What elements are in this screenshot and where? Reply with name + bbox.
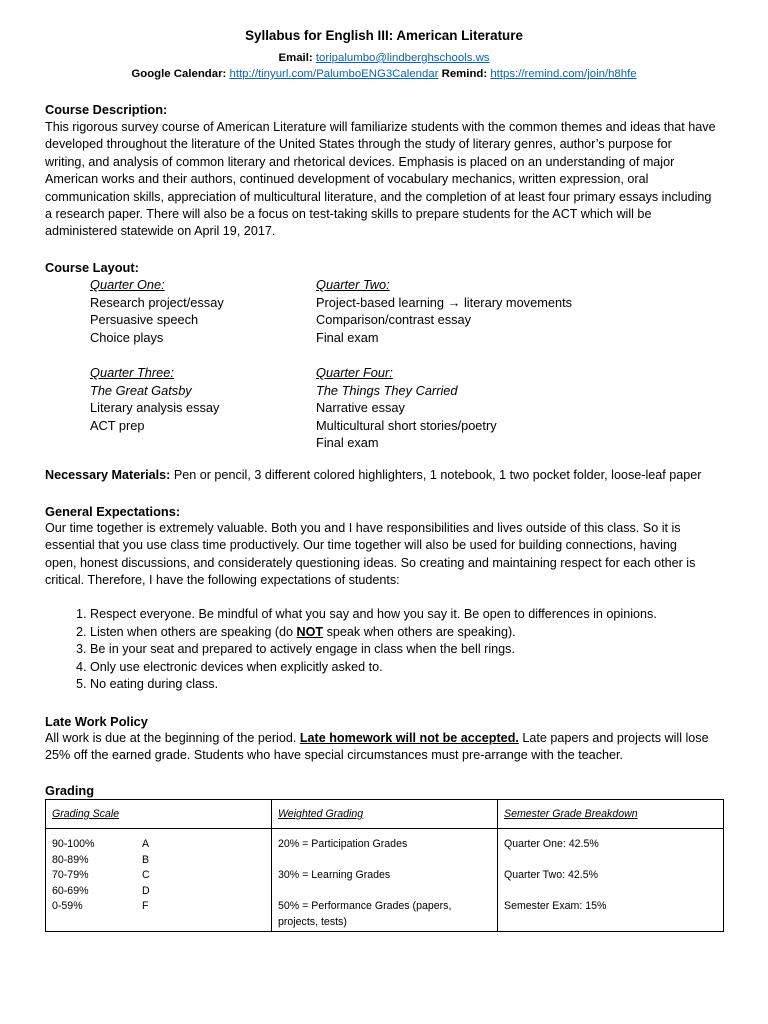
semester-item: Semester Exam: 15% [504, 900, 607, 913]
quarter-three [90, 364, 219, 434]
weighted-item: 50% = Performance Grades (papers, [278, 900, 452, 913]
course-description-line: writing, and analysis of common literary and rhetorical devices. Emphasis is placed on an understanding of major [45, 154, 675, 169]
expectations-line: Our time together is extremely valuable. Both you and I have responsibilities and lives outside of this class. So it is [45, 521, 681, 535]
expectations-list [45, 606, 657, 694]
calendar-label: Google Calendar: [131, 68, 227, 80]
scale-range: 60-69% [52, 884, 89, 897]
expectations-line: critical. Therefore, I have the following expectations of students: [45, 573, 400, 588]
table-header-row [46, 800, 724, 829]
scale-range: 0-59% [52, 900, 83, 913]
list-item: 1. Respect everyone. Be mindful of what you say and how you say it. Be open to differences in opinions. [90, 606, 657, 624]
email-label: Email: [278, 52, 313, 64]
quarter-item: Comparison/contrast essay [316, 312, 472, 328]
grading-table [45, 799, 724, 932]
materials-line [45, 467, 701, 485]
scale-row [52, 853, 265, 869]
email-link[interactable]: toripalumbo@lindberghschools.ws [315, 52, 490, 64]
late-work-text-part: All work is due at the beginning of the period. [45, 731, 300, 745]
quarter-one-title: Quarter One: [90, 277, 165, 292]
weighted-grading-header: Weighted Grading [272, 800, 498, 829]
list-item: 5. No eating during class. [90, 676, 657, 694]
course-layout-heading: Course Layout: [45, 260, 139, 275]
scale-grade: B [142, 853, 150, 866]
emphasis-not: NOT [296, 624, 324, 639]
scale-grade: A [142, 838, 150, 850]
quarter-item: Persuasive speech [90, 312, 199, 328]
quarter-item: The Things They Carried [316, 382, 458, 398]
list-item [90, 624, 657, 642]
scale-range: 90-100% [52, 838, 95, 850]
weighted-item: 30% = Learning Grades [278, 869, 391, 882]
scale-row [52, 884, 265, 900]
course-description-line: American works and their authors, continued development of vocabulary mechanics, written expression, oral [45, 172, 649, 187]
semester-item: Quarter Two: 42.5% [504, 869, 599, 882]
materials-label: Necessary Materials: [45, 468, 171, 482]
course-description-line: a research paper. There will also be a focus on test-taking skills to prepare students for the ACT which will be [45, 207, 652, 222]
calendar-link[interactable]: http://tinyurl.com/PalumboENG3Calendar [229, 68, 439, 80]
quarter-two [316, 276, 572, 346]
scale-grade: F [142, 900, 149, 913]
late-work-text [45, 730, 745, 765]
semester-item: Quarter One: 42.5% [504, 838, 599, 850]
grading-scale-header: Grading Scale [46, 800, 272, 829]
course-description-line: administered statewide on April 19, 2017. [45, 224, 276, 239]
scale-row [52, 899, 265, 915]
weighted-item: 20% = Participation Grades [278, 838, 408, 850]
late-work-heading: Late Work Policy [45, 714, 148, 729]
quarter-four-title: Quarter Four: [316, 365, 393, 380]
quarter-item: Narrative essay [316, 400, 405, 416]
scale-row [52, 837, 265, 853]
list-item: 3. Be in your seat and prepared to actively engage in class when the bell rings. [90, 641, 657, 659]
scale-row [52, 868, 265, 884]
list-item-text: Listen when others are speaking (do [90, 624, 297, 639]
course-description-line: communication skills, appreciation of multicultural literature, and the completion of at least four primary essays including [45, 189, 712, 204]
materials-text: Pen or pencil, 3 different colored highlighters, 1 notebook, 1 two pocket folder, loose-leaf paper [170, 468, 702, 482]
scale-grade: C [142, 869, 150, 882]
quarter-two-title: Quarter Two: [316, 277, 390, 292]
grading-scale-cell [46, 829, 272, 932]
expectations-text [45, 520, 745, 590]
quarter-item: Research project/essay [90, 294, 224, 310]
quarter-item: The Great Gatsby [90, 382, 192, 398]
remind-label: Remind: [441, 68, 488, 80]
course-description-line: This rigorous survey course of American Literature will familiarize students with the common themes and ideas that have [45, 120, 716, 134]
grading-heading: Grading [45, 783, 95, 798]
list-item-text: speak when others are speaking). [323, 624, 516, 639]
quarter-item: Literary analysis essay [90, 400, 220, 416]
semester-breakdown-header: Semester Grade Breakdown [498, 800, 724, 829]
quarter-item: Final exam [316, 435, 379, 451]
scale-range: 70-79% [52, 869, 89, 882]
quarter-item: Choice plays [90, 329, 164, 345]
quarter-three-title: Quarter Three: [90, 365, 174, 380]
semester-breakdown-cell [498, 829, 724, 932]
calendar-line [0, 68, 768, 80]
remind-link[interactable]: https://remind.com/join/h8hfe [490, 68, 637, 80]
weighted-grading-cell [272, 829, 498, 932]
scale-grade: D [142, 884, 150, 897]
course-description-heading: Course Description: [45, 102, 168, 117]
course-description-text [45, 119, 745, 241]
quarter-item: Multicultural short stories/poetry [316, 417, 497, 433]
page-title: Syllabus for English III: American Literature [245, 28, 523, 43]
quarter-one [90, 276, 224, 346]
quarter-item: Project-based learning → literary movements [316, 294, 573, 310]
quarter-four [316, 364, 497, 452]
expectations-heading: General Expectations: [45, 504, 181, 519]
list-item: 4. Only use electronic devices when explicitly asked to. [90, 659, 657, 677]
late-homework-emphasis: Late homework will not be accepted. [299, 731, 519, 745]
expectations-line: open, honest discussions, and considerately questioning ideas. So creating and maintaining respect for each other is [45, 555, 696, 570]
course-description-line: developed throughout the literature of the United States through the study of literary genres, author’s purpose for [45, 137, 672, 152]
quarter-item: Final exam [316, 329, 379, 345]
late-work-line [45, 730, 745, 747]
late-work-text-part: Late papers and projects will lose [518, 731, 709, 745]
weighted-item: projects, tests) [278, 915, 347, 928]
scale-range: 80-89% [52, 853, 89, 866]
email-line [0, 52, 768, 64]
late-work-line: 25% off the earned grade. Students who have special circumstances must pre-arrange with the teacher. [45, 748, 624, 763]
table-row [46, 829, 724, 932]
expectations-line: essential that you use class time productively. Our time together will also be used for building connections, having [45, 538, 677, 553]
quarter-item: ACT prep [90, 417, 145, 433]
